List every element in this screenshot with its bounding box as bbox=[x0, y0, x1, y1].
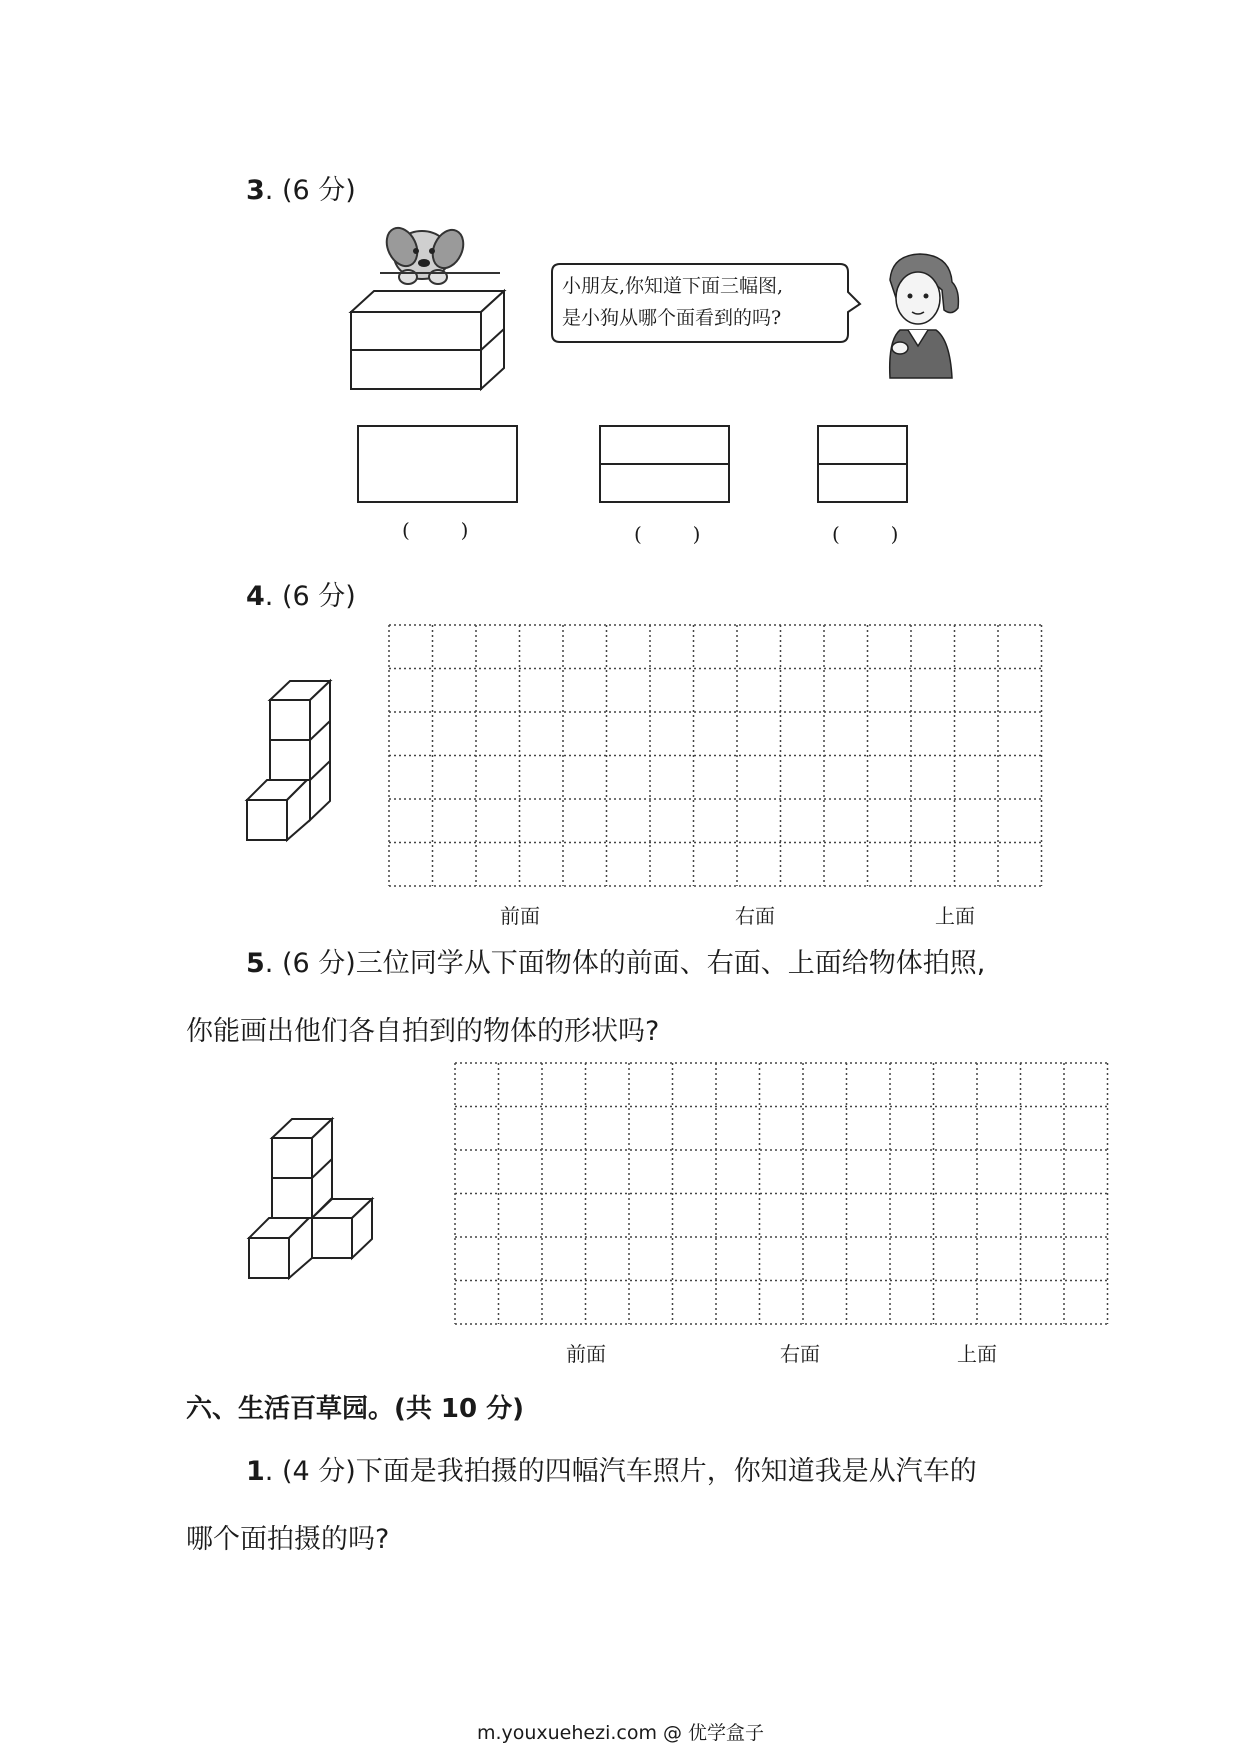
section6-title: 六、生活百草园。(共 10 分) bbox=[186, 1394, 525, 1424]
answer-blank-1[interactable]: ( ) bbox=[402, 518, 469, 542]
view-option-1 bbox=[357, 425, 519, 505]
q4-cube-figure bbox=[246, 680, 346, 850]
section6-q1-text: (4 分)下面是我拍摄的四幅汽车照片，你知道我是从汽车的 bbox=[281, 1456, 977, 1487]
q4-heading: 4. (6 分) bbox=[246, 581, 356, 612]
section6-q1-number: 1 bbox=[246, 1456, 265, 1487]
q4-label-right: 右面 bbox=[735, 904, 775, 928]
speech-line-1: 小朋友,你知道下面三幅图, bbox=[562, 275, 784, 297]
q5-text-line1: 5. (6 分)三位同学从下面物体的前面、右面、上面给物体拍照, bbox=[246, 948, 986, 979]
q5-label-top: 上面 bbox=[957, 1342, 997, 1366]
speech-text bbox=[562, 270, 783, 334]
answer-blank-2[interactable]: ( ) bbox=[634, 522, 701, 546]
q5-text: (6 分)三位同学从下面物体的前面、右面、上面给物体拍照, bbox=[281, 948, 986, 979]
section6-q1-line2: 哪个面拍摄的吗? bbox=[186, 1524, 390, 1555]
girl-illustration bbox=[870, 250, 970, 380]
q4-label-front: 前面 bbox=[500, 904, 540, 928]
q5-label-right: 右面 bbox=[780, 1342, 820, 1366]
q5-text-line2: 你能画出他们各自拍到的物体的形状吗? bbox=[186, 1016, 660, 1047]
view-option-2 bbox=[599, 425, 731, 505]
section6-q1-line1: 1. (4 分)下面是我拍摄的四幅汽车照片，你知道我是从汽车的 bbox=[246, 1456, 977, 1487]
q3-points: (6 分) bbox=[281, 175, 356, 206]
q5-cube-figure bbox=[248, 1118, 388, 1286]
q4-label-top: 上面 bbox=[935, 904, 975, 928]
q3-number: 3 bbox=[246, 175, 265, 206]
dog-illustration bbox=[380, 225, 500, 295]
q4-number: 4 bbox=[246, 581, 265, 612]
footer-watermark: m.youxuehezi.com @ 优学盒子 bbox=[476, 1722, 765, 1744]
speech-line-2: 是小狗从哪个面看到的吗? bbox=[562, 307, 782, 329]
q4-points: (6 分) bbox=[281, 581, 356, 612]
q3-heading: 3. (6 分) bbox=[246, 175, 356, 206]
stacked-cuboids bbox=[350, 290, 530, 400]
q4-drawing-grid[interactable] bbox=[389, 625, 1042, 889]
q5-number: 5 bbox=[246, 948, 265, 979]
answer-blank-3[interactable]: ( ) bbox=[832, 522, 899, 546]
q5-label-front: 前面 bbox=[566, 1342, 606, 1366]
q5-drawing-grid[interactable] bbox=[455, 1063, 1108, 1327]
view-option-3 bbox=[817, 425, 909, 505]
